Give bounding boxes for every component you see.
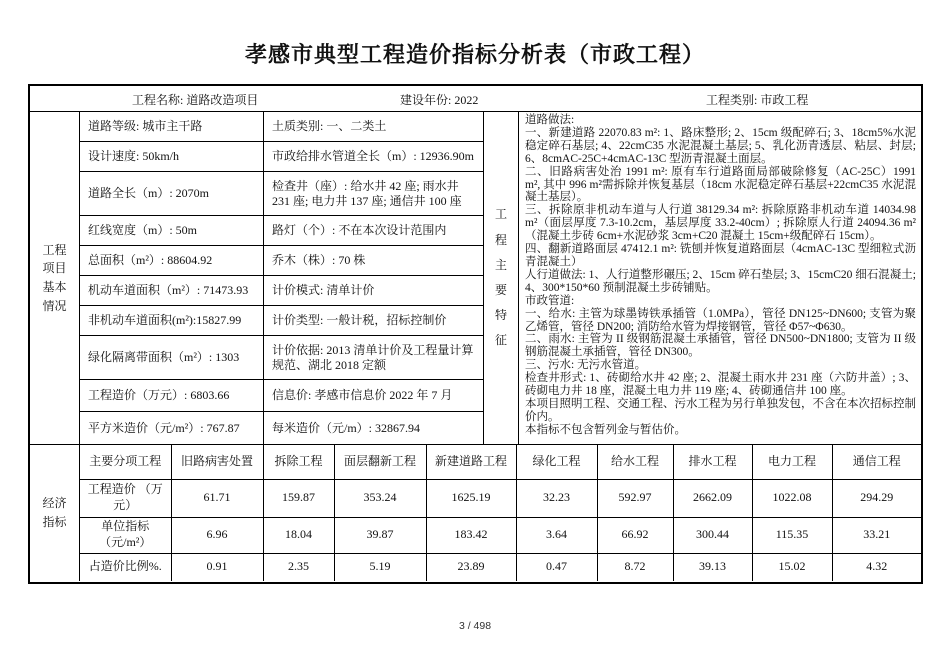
economic-row-cost xyxy=(80,479,921,517)
econ-value-cell: 39.13 xyxy=(673,553,752,581)
econ-value-cell: 33.21 xyxy=(832,517,921,553)
econ-value-cell: 32.23 xyxy=(516,479,597,517)
econ-value-cell: 39.87 xyxy=(334,517,426,553)
table-header-row xyxy=(30,86,921,112)
basic-info-cell: 市政给排水管道全长（m）: 12936.90m xyxy=(272,149,475,163)
econ-value-cell: 294.29 xyxy=(832,479,921,517)
basic-info-cell: 机动车道面积（m²）: 71473.93 xyxy=(80,276,264,305)
feature-paragraph: 二、旧路病害处治 1991 m²: 原有车行道路面局部破除修复（AC-25C）1991 m², 其中 996 m²需拆除并恢复基层（18cm 水泥稳定碎石基层+22cmC35 水泥混凝土基层）。 xyxy=(525,165,916,204)
econ-header-cell: 拆除工程 xyxy=(263,445,334,479)
economic-section xyxy=(30,445,921,581)
feature-paragraph: 一、新建道路 22070.83 m²: 1、路床整形; 2、15cm 级配碎石; 3、18cm5%水泥稳定碎石基层; 4、22cmC35 水泥混凝土基层; 5、乳化沥青透层、粘层、封层; 6、8cmAC-25C+4cmAC-13C 型沥青混凝土面层。 xyxy=(525,126,916,165)
feature-paragraph: 本项目照明工程、交通工程、污水工程为另行单独发包，不含在本次招标控制价内。 xyxy=(525,397,916,423)
economic-row-ratio xyxy=(80,553,921,581)
feature-paragraph: 市政管道: xyxy=(525,294,575,307)
feature-paragraph: 检查井形式: 1、砖砌给水井 42 座; 2、混凝土雨水井 231 座（六防井盖）; 3、砖砌电力井 18 座，混凝土电力井 119 座; 4、砖砌通信井 100 座。 xyxy=(525,372,916,398)
econ-header-cell: 排水工程 xyxy=(673,445,752,479)
economic-row-unit xyxy=(80,517,921,553)
econ-header-cell: 旧路病害处置 xyxy=(171,445,263,479)
basic-info-cell: 检查井（座）: 给水井 42 座; 雨水井 231 座; 电力井 137 座; 通信井 100 座 xyxy=(272,178,462,208)
page-title: 孝感市典型工程造价指标分析表（市政工程） xyxy=(244,42,705,67)
econ-header-cell: 面层翻新工程 xyxy=(334,445,426,479)
econ-value-cell: 66.92 xyxy=(597,517,673,553)
basic-info-cell: 每米造价（元/m）: 32867.94 xyxy=(272,421,421,435)
basic-info-cell: 道路等级: 城市主干路 xyxy=(80,112,264,141)
basic-info-cell: 信息价: 孝感市信息价 2022 年 7 月 xyxy=(272,388,453,402)
economic-section-label xyxy=(30,445,80,581)
feature-paragraph: 道路做法: xyxy=(525,114,575,126)
basic-info-grid xyxy=(80,112,484,444)
econ-value-cell: 1625.19 xyxy=(426,479,516,517)
econ-value-cell: 0.91 xyxy=(171,553,263,581)
basic-info-cell: 计价类型: 一般计税，招标控制价 xyxy=(272,313,447,327)
econ-header-cell: 绿化工程 xyxy=(516,445,597,479)
economic-header-row xyxy=(80,445,921,479)
econ-value-cell: 115.35 xyxy=(752,517,832,553)
analysis-table xyxy=(28,84,923,584)
econ-value-cell: 8.72 xyxy=(597,553,673,581)
feature-paragraph: 本指标不包含暂列金与暂估价。 xyxy=(525,423,686,436)
econ-value-cell: 23.89 xyxy=(426,553,516,581)
econ-value-cell: 4.32 xyxy=(832,553,921,581)
feature-paragraph: 三、污水: 无污水管道。 xyxy=(525,359,647,372)
basic-info-cell: 路灯（个）: 不在本次设计范围内 xyxy=(272,223,447,237)
basic-info-cell: 乔木（株）: 70 株 xyxy=(272,253,366,267)
feature-paragraph: 三、拆除原非机动车道与人行道 38129.34 m²: 拆除原路非机动车道 14034.98 m²（面层厚度 7.3-10.2cm，基层厚度 33.2-40cm）; 拆除原人行道 24094.36 m²（混凝土步砖 6cm+水泥砂浆 3cm+C20 混凝土 15cm+级配碎石 15cm）。 xyxy=(525,204,916,243)
basic-info-cell: 土质类别: 一、二类土 xyxy=(272,119,387,133)
basic-info-cell: 计价依据: 2013 清单计价及工程量计算规范、湖北 2018 定额 xyxy=(272,342,474,372)
basic-info-cell: 总面积（m²）: 88604.92 xyxy=(80,246,264,275)
econ-header-cell: 新建道路工程 xyxy=(426,445,516,479)
feature-paragraph: 人行道做法: 1、人行道整形碾压; 2、15cm 碎石垫层; 3、15cmC20 细石混凝土; 4、300*150*60 预制混凝土步砖铺贴。 xyxy=(525,268,916,294)
basic-info-row xyxy=(80,216,483,246)
feature-paragraph: 二、雨水: 主管为 II 级钢筋混凝土承插管，管径 DN500~DN1800; 支管为 II 级钢筋混凝土承插管，管径 DN300。 xyxy=(525,333,916,359)
basic-info-row xyxy=(80,306,483,336)
econ-value-cell: 18.04 xyxy=(263,517,334,553)
project-name-label: 工程名称: 道路改造项目 xyxy=(132,93,259,107)
econ-value-cell: 5.19 xyxy=(334,553,426,581)
econ-value-cell: 353.24 xyxy=(334,479,426,517)
economic-table xyxy=(80,445,921,581)
basic-info-row xyxy=(80,172,483,216)
features-section-label xyxy=(484,112,519,444)
econ-header-cell: 主要分项工程 xyxy=(80,445,171,479)
basic-info-row xyxy=(80,276,483,306)
econ-value-cell: 183.42 xyxy=(426,517,516,553)
basic-info-row xyxy=(80,246,483,276)
build-year-label: 建设年份: 2022 xyxy=(400,93,479,107)
basic-info-cell: 绿化隔离带面积（m²）: 1303 xyxy=(80,336,264,379)
project-category-label: 工程类别: 市政工程 xyxy=(706,93,809,107)
basic-info-row xyxy=(80,336,483,380)
page-number: 3 / 498 xyxy=(458,620,492,632)
econ-value-cell: 2.35 xyxy=(263,553,334,581)
econ-header-cell: 电力工程 xyxy=(752,445,832,479)
econ-row-label: 单位指标 （元/m²） xyxy=(80,517,171,553)
basic-info-cell: 红线宽度（m）: 50m xyxy=(80,216,264,245)
basic-info-cell: 计价模式: 清单计价 xyxy=(272,283,375,297)
econ-value-cell: 1022.08 xyxy=(752,479,832,517)
basic-info-row xyxy=(80,380,483,412)
econ-value-cell: 0.47 xyxy=(516,553,597,581)
econ-value-cell: 592.97 xyxy=(597,479,673,517)
features-text xyxy=(519,112,921,444)
econ-value-cell: 2662.09 xyxy=(673,479,752,517)
basic-info-row xyxy=(80,412,483,445)
vertical-label-text: 工程主要特征 xyxy=(494,207,507,348)
basic-info-cell: 道路全长（m）: 2070m xyxy=(80,172,264,215)
vertical-label-text: 工程项目基本情况 xyxy=(42,242,67,313)
econ-header-cell: 给水工程 xyxy=(597,445,673,479)
feature-paragraph: 四、翻新道路面层 47412.1 m²: 铣刨并恢复道路面层（4cmAC-13C 型细粒式沥青混凝土） xyxy=(525,243,916,268)
basic-info-cell: 平方米造价（元/m²）: 767.87 xyxy=(80,412,264,445)
econ-value-cell: 3.64 xyxy=(516,517,597,553)
econ-value-cell: 6.96 xyxy=(171,517,263,553)
basic-info-cell: 非机动车道面积(m²):15827.99 xyxy=(80,306,264,335)
basic-info-row xyxy=(80,112,483,142)
econ-value-cell: 15.02 xyxy=(752,553,832,581)
econ-value-cell: 61.71 xyxy=(171,479,263,517)
basic-info-cell: 工程造价（万元）: 6803.66 xyxy=(80,380,264,411)
basic-info-section-label xyxy=(30,112,80,444)
vertical-label-text: 经济指标 xyxy=(42,496,67,529)
econ-row-label: 占造价比例%. xyxy=(80,553,171,581)
basic-info-row xyxy=(80,142,483,172)
econ-header-cell: 通信工程 xyxy=(832,445,921,479)
econ-row-label: 工程造价 （万元） xyxy=(80,479,171,517)
basic-info-cell: 设计速度: 50km/h xyxy=(80,142,264,171)
econ-value-cell: 159.87 xyxy=(263,479,334,517)
econ-value-cell: 300.44 xyxy=(673,517,752,553)
feature-paragraph: 一、给水: 主管为球墨铸铁承插管（1.0MPa），管径 DN125~DN600; 支管为聚乙烯管，管径 DN200; 消防给水管为焊接钢管，管径 Φ57~Φ630。 xyxy=(525,307,916,333)
main-section xyxy=(30,112,921,445)
